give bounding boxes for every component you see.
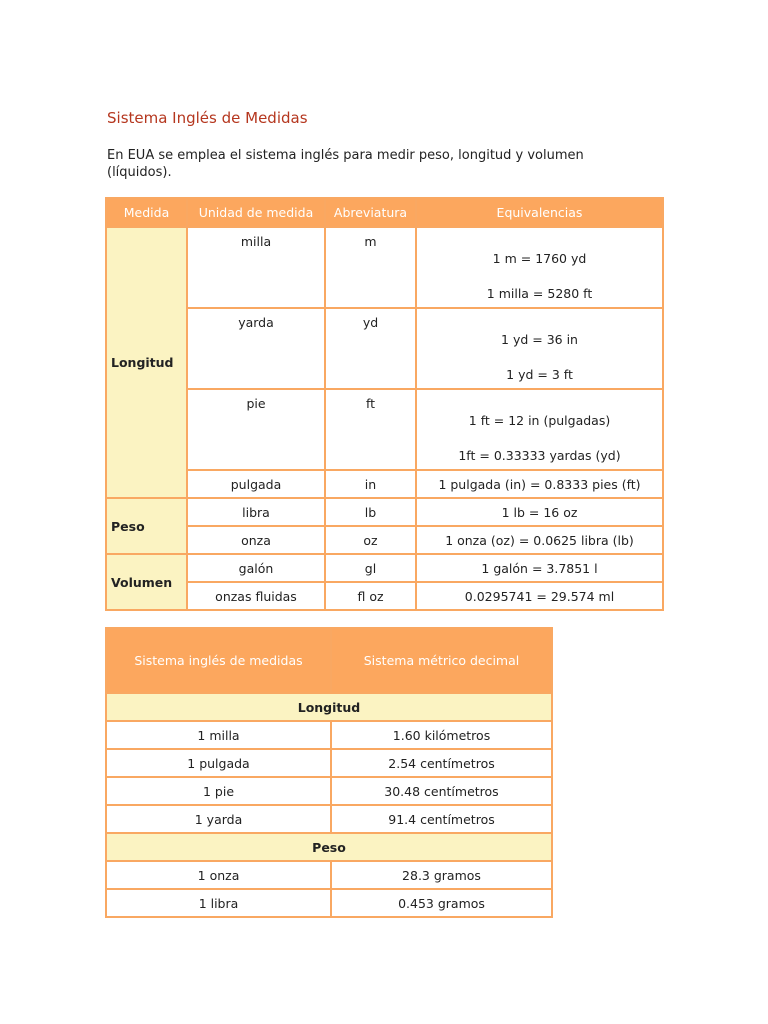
- table-row: [106, 889, 552, 917]
- equivalence-line: 1 ft = 12 in (pulgadas): [468, 413, 611, 428]
- unit-cell: milla: [187, 227, 325, 308]
- intro-paragraph: En EUA se emplea el sistema inglés para medir peso, longitud y volumen (líquidos).: [107, 148, 584, 180]
- equivalence-line: 1 milla = 5280 ft: [486, 286, 593, 301]
- table-row: [106, 721, 552, 749]
- english-value-cell: 1 milla: [106, 721, 331, 749]
- abbr-cell: m: [325, 227, 416, 308]
- conversion-table-header-row: [106, 628, 552, 693]
- table-row: [106, 861, 552, 889]
- units-table-header-row: [106, 198, 663, 227]
- equivalence-cell: 1 galón = 3.7851 l: [416, 554, 663, 582]
- section-title-peso: Peso: [106, 833, 552, 861]
- header-ingles: Sistema inglés de medidas: [106, 628, 331, 693]
- english-value-cell: 1 libra: [106, 889, 331, 917]
- section-title-longitud: Longitud: [106, 693, 552, 721]
- section-row: [106, 693, 552, 721]
- header-metrico: Sistema métrico decimal: [331, 628, 552, 693]
- table-row: [106, 308, 663, 389]
- abbr-cell: gl: [325, 554, 416, 582]
- equivalence-line: 1 yd = 36 in: [501, 332, 578, 347]
- abbr-cell: fl oz: [325, 582, 416, 610]
- english-value-cell: 1 pie: [106, 777, 331, 805]
- page-title: Sistema Inglés de Medidas: [107, 109, 308, 127]
- english-value-cell: 1 onza: [106, 861, 331, 889]
- category-longitud: Longitud: [106, 227, 187, 498]
- english-value-cell: 1 pulgada: [106, 749, 331, 777]
- unit-cell: pie: [187, 389, 325, 470]
- equivalence-cell: 1 pulgada (in) = 0.8333 pies (ft): [416, 470, 663, 498]
- conversion-table: [105, 627, 553, 918]
- category-peso: Peso: [106, 498, 187, 554]
- table-row: [106, 805, 552, 833]
- abbr-cell: in: [325, 470, 416, 498]
- metric-value-cell: 28.3 gramos: [331, 861, 552, 889]
- metric-value-cell: 30.48 centímetros: [331, 777, 552, 805]
- equivalence-line: 1 yd = 3 ft: [506, 367, 573, 382]
- equivalence-line: 1ft = 0.33333 yardas (yd): [458, 448, 621, 463]
- unit-cell: galón: [187, 554, 325, 582]
- unit-cell: onza: [187, 526, 325, 554]
- category-volumen: Volumen: [106, 554, 187, 610]
- unit-cell: pulgada: [187, 470, 325, 498]
- header-abreviatura: Abreviatura: [325, 198, 416, 227]
- abbr-cell: oz: [325, 526, 416, 554]
- header-unidad: Unidad de medida: [187, 198, 325, 227]
- header-equivalencias: Equivalencias: [416, 198, 663, 227]
- table-row: [106, 498, 663, 526]
- abbr-cell: ft: [325, 389, 416, 470]
- metric-value-cell: 91.4 centímetros: [331, 805, 552, 833]
- table-row: [106, 749, 552, 777]
- table-row: [106, 777, 552, 805]
- section-row: [106, 833, 552, 861]
- units-table: [105, 197, 664, 611]
- equivalence-cell: [416, 308, 663, 389]
- table-row: [106, 470, 663, 498]
- table-row: [106, 582, 663, 610]
- equivalence-cell: [416, 389, 663, 470]
- equivalence-cell: 1 lb = 16 oz: [416, 498, 663, 526]
- equivalence-cell: 0.0295741 = 29.574 ml: [416, 582, 663, 610]
- metric-value-cell: 2.54 centímetros: [331, 749, 552, 777]
- equivalence-cell: [416, 227, 663, 308]
- unit-cell: onzas fluidas: [187, 582, 325, 610]
- table-row: [106, 554, 663, 582]
- english-value-cell: 1 yarda: [106, 805, 331, 833]
- metric-value-cell: 1.60 kilómetros: [331, 721, 552, 749]
- header-medida: Medida: [106, 198, 187, 227]
- table-row: [106, 526, 663, 554]
- abbr-cell: lb: [325, 498, 416, 526]
- equivalence-cell: 1 onza (oz) = 0.0625 libra (lb): [416, 526, 663, 554]
- abbr-cell: yd: [325, 308, 416, 389]
- table-row: [106, 227, 663, 308]
- metric-value-cell: 0.453 gramos: [331, 889, 552, 917]
- unit-cell: libra: [187, 498, 325, 526]
- equivalence-line: 1 m = 1760 yd: [492, 251, 587, 266]
- table-row: [106, 389, 663, 470]
- unit-cell: yarda: [187, 308, 325, 389]
